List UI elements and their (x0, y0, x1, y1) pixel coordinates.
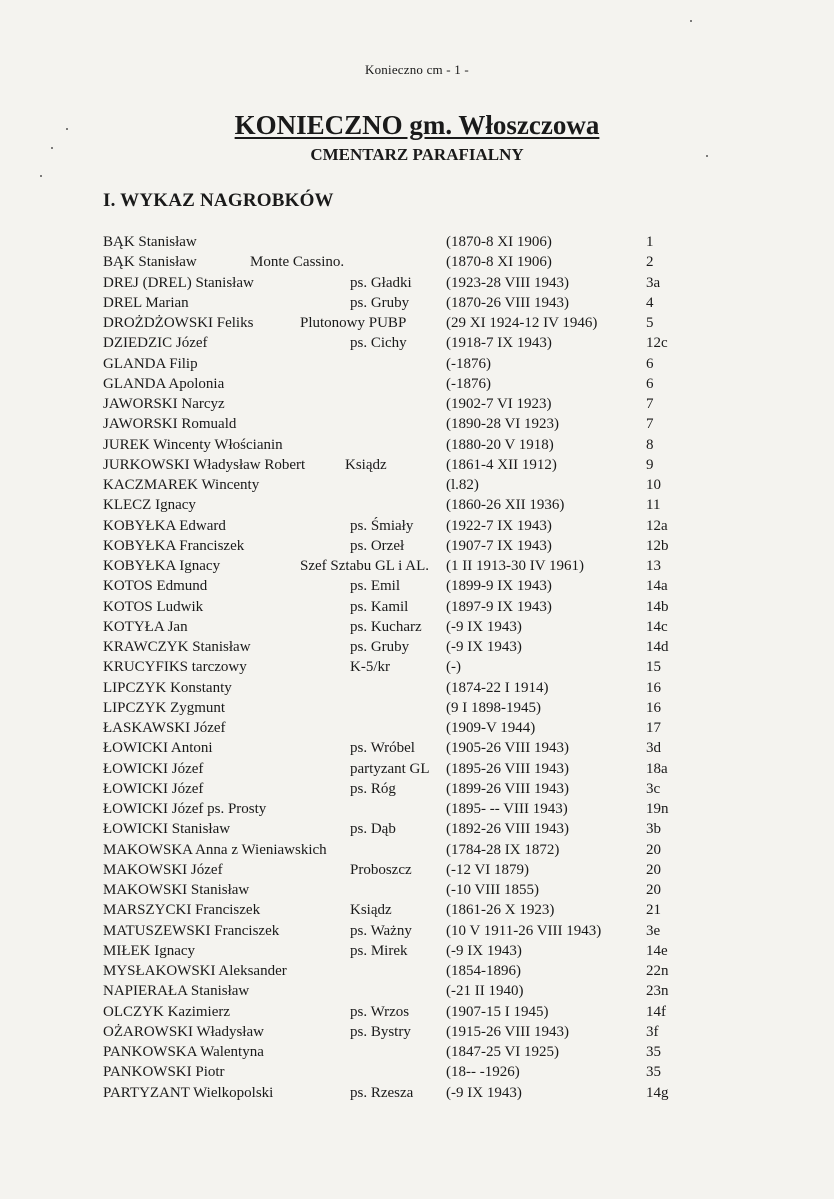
entry-name: KOBYŁKA Franciszek (103, 537, 245, 554)
list-item (0, 840, 834, 860)
list-item (0, 273, 834, 293)
list-item (0, 495, 834, 515)
entry-number: 14c (646, 618, 668, 635)
entry-number: 10 (646, 477, 661, 493)
entry-dates: (1905-26 VIII 1943) (446, 740, 570, 757)
entry-name: DZIEDZIC Józef (103, 335, 208, 352)
entry-number: 15 (646, 659, 661, 676)
entry-number: 22n (646, 963, 669, 979)
entry-note: ps. Emil (350, 578, 401, 595)
entry-note: partyzant GL (350, 760, 430, 777)
entry-number: 16 (646, 679, 661, 696)
entry-number: 21 (646, 902, 661, 919)
entry-name: OLCZYK Kazimierz (103, 1003, 231, 1020)
entry-dates: (9 I 1898-1945) (446, 699, 541, 716)
entry-name: NAPIERAŁA Stanisław (103, 983, 250, 1000)
entry-number: 19n (646, 801, 669, 817)
entry-number: 13 (646, 558, 661, 574)
entry-dates: (1907-15 I 1945) (446, 1003, 549, 1020)
entry-dates: (1 II 1913-30 IV 1961) (446, 558, 585, 574)
list-item (0, 394, 834, 414)
entry-number: 5 (646, 315, 654, 331)
entry-dates: (1870-8 XI 1906) (446, 254, 552, 271)
list-item (0, 354, 834, 374)
entry-dates: (1897-9 IX 1943) (446, 598, 552, 615)
entry-number: 14e (646, 942, 668, 959)
entry-number: 6 (646, 375, 654, 392)
entry-name: JUREK Wincenty Włościanin (103, 436, 283, 453)
entry-note: Monte Cassino. (250, 254, 345, 271)
entry-note: ps. Rzesza (350, 1084, 414, 1101)
entry-number: 11 (646, 497, 661, 514)
entry-name: LIPCZYK Konstanty (103, 679, 232, 696)
entry-number: 18a (646, 760, 668, 777)
entry-dates: (1918-7 IX 1943) (446, 335, 552, 352)
entry-name: DREJ (DREL) Stanisław (103, 274, 254, 291)
entry-name: KOTOS Edmund (103, 578, 208, 595)
list-item (0, 333, 834, 353)
list-item (0, 981, 834, 1001)
list-item (0, 880, 834, 900)
entry-number: 7 (646, 396, 654, 412)
list-item (0, 1022, 834, 1042)
entry-dates: (1890-28 VI 1923) (446, 416, 560, 433)
entry-dates: (18-- -1926) (446, 1064, 520, 1081)
entry-number: 20 (646, 841, 661, 858)
entry-dates: (-9 IX 1943) (446, 1084, 522, 1101)
entry-name: PANKOWSKI Piotr (103, 1064, 225, 1081)
list-item (0, 516, 834, 536)
page-title (0, 110, 834, 140)
entry-dates: (1915-26 VIII 1943) (446, 1023, 570, 1040)
entry-note: ps. Gruby (350, 294, 410, 311)
entry-name: JAWORSKI Narcyz (103, 396, 225, 412)
list-item (0, 860, 834, 880)
entry-number: 35 (646, 1064, 661, 1081)
entry-name: DREL Marian (103, 294, 189, 311)
list-item (0, 961, 834, 981)
entry-dates: (1870-8 XI 1906) (446, 234, 552, 250)
entry-dates: (1870-26 VIII 1943) (446, 294, 570, 311)
entry-dates: (1874-22 I 1914) (446, 679, 549, 696)
entry-note: ps. Mirek (350, 942, 408, 959)
entry-name: MAKOWSKI Józef (103, 861, 223, 878)
entry-dates: (1854-1896) (446, 963, 521, 979)
entry-number: 3c (646, 780, 661, 797)
list-item (0, 293, 834, 313)
list-item (0, 232, 834, 252)
entry-number: 7 (646, 416, 654, 433)
entry-note: Ksiądz (350, 902, 392, 919)
entry-dates: (1899-26 VIII 1943) (446, 780, 570, 797)
entry-note: Proboszcz (350, 861, 412, 878)
entry-note: ps. Kucharz (350, 618, 422, 635)
list-item (0, 718, 834, 738)
list-item (0, 1062, 834, 1082)
entry-number: 17 (646, 720, 661, 736)
entry-dates: (-) (446, 659, 461, 676)
entry-name: KOBYŁKA Edward (103, 517, 226, 534)
entry-number: 3a (646, 274, 661, 291)
list-item (0, 678, 834, 698)
entry-dates: (1902-7 VI 1923) (446, 396, 552, 412)
entry-note: ps. Wróbel (350, 740, 415, 757)
entry-number: 3e (646, 922, 661, 939)
page-subtitle: CMENTARZ PARAFIALNY (310, 145, 524, 164)
list-item (0, 698, 834, 718)
list-item (0, 414, 834, 434)
list-item (0, 374, 834, 394)
page-header: Konieczno cm - 1 - (365, 62, 469, 77)
entry-name: KACZMAREK Wincenty (103, 477, 260, 493)
entry-number: 6 (646, 355, 654, 372)
scan-speck (66, 128, 68, 130)
entry-number: 9 (646, 456, 654, 473)
entry-name: MYSŁAKOWSKI Aleksander (103, 963, 287, 979)
entry-dates: (1923-28 VIII 1943) (446, 274, 570, 291)
entry-number: 14f (646, 1003, 666, 1020)
section-heading: I. WYKAZ NAGROBKÓW (103, 190, 334, 211)
entry-name: LIPCZYK Zygmunt (103, 699, 226, 716)
entry-note: ps. Wrzos (350, 1003, 410, 1020)
entry-number: 14d (646, 639, 669, 655)
entry-number: 2 (646, 254, 654, 271)
scan-speck (51, 147, 53, 149)
list-item (0, 435, 834, 455)
entry-name: KOBYŁKA Ignacy (103, 558, 221, 574)
entry-name: MAKOWSKI Stanisław (103, 882, 250, 898)
entry-note: Szef Sztabu GL i AL. (300, 558, 430, 574)
entry-dates: (-10 VIII 1855) (446, 882, 540, 898)
entry-number: 3f (646, 1023, 659, 1040)
entry-dates: (1861-26 X 1923) (446, 902, 555, 919)
list-item (0, 1083, 834, 1103)
entry-dates: (1895-26 VIII 1943) (446, 760, 570, 777)
entry-name: KLECZ Ignacy (103, 497, 196, 514)
entry-name: ŁOWICKI Stanisław (103, 821, 231, 838)
entry-name: MIŁEK Ignacy (103, 942, 196, 959)
list-item (0, 1042, 834, 1062)
entry-number: 12b (646, 537, 669, 554)
entry-name: JAWORSKI Romuald (103, 416, 237, 433)
list-item (0, 576, 834, 596)
list-item (0, 779, 834, 799)
entry-number: 23n (646, 983, 669, 1000)
list-item (0, 900, 834, 920)
entry-name: MAKOWSKA Anna z Wieniawskich (103, 841, 327, 858)
entry-note: ps. Śmiały (350, 517, 414, 534)
entry-number: 14g (646, 1084, 669, 1101)
entry-number: 3d (646, 740, 661, 757)
list-item (0, 637, 834, 657)
entry-name: BĄK Stanisław (103, 234, 197, 250)
entry-dates: (1899-9 IX 1943) (446, 578, 552, 595)
entry-dates: (10 V 1911-26 VIII 1943) (446, 922, 602, 939)
entry-name: KRAWCZYK Stanisław (103, 639, 251, 655)
entry-note: ps. Gładki (350, 274, 412, 291)
list-item (0, 738, 834, 758)
entry-name: GLANDA Filip (103, 355, 198, 372)
entry-dates: (-1876) (446, 375, 491, 392)
entry-dates: (1892-26 VIII 1943) (446, 821, 570, 838)
entry-dates: (1847-25 VI 1925) (446, 1044, 560, 1060)
entry-dates: (-1876) (446, 355, 491, 372)
scan-speck (706, 155, 708, 157)
entry-name: ŁASKAWSKI Józef (103, 720, 226, 736)
entry-dates: (1907-7 IX 1943) (446, 537, 552, 554)
entry-dates: (1895- -- VIII 1943) (446, 801, 568, 817)
list-item (0, 536, 834, 556)
entry-name: KOTYŁA Jan (103, 618, 188, 635)
entry-number: 3b (646, 821, 661, 838)
entry-note: ps. Ważny (350, 922, 412, 939)
list-item (0, 921, 834, 941)
list-item (0, 799, 834, 819)
scan-speck (40, 175, 42, 177)
entry-name: MATUSZEWSKI Franciszek (103, 922, 280, 939)
list-item (0, 617, 834, 637)
entry-note: K-5/kr (350, 659, 390, 676)
entry-dates: (l.82) (446, 477, 479, 493)
entry-dates: (-21 II 1940) (446, 983, 524, 1000)
list-item (0, 759, 834, 779)
entry-number: 8 (646, 436, 654, 453)
entry-number: 14a (646, 578, 668, 595)
entry-dates: (1861-4 XII 1912) (446, 456, 557, 473)
entry-name: KRUCYFIKS tarczowy (103, 659, 247, 676)
entry-dates: (29 XI 1924-12 IV 1946) (446, 315, 598, 331)
entry-name: ŁOWICKI Józef (103, 760, 204, 777)
entry-name: GLANDA Apolonia (103, 375, 225, 392)
entry-number: 35 (646, 1044, 661, 1060)
entry-number: 12a (646, 517, 668, 534)
list-item (0, 597, 834, 617)
entry-note: ps. Gruby (350, 639, 410, 655)
list-item (0, 1002, 834, 1022)
entry-number: 14b (646, 598, 669, 615)
list-item (0, 313, 834, 333)
entry-name: JURKOWSKI Władysław Robert (103, 456, 306, 473)
entry-dates: (-9 IX 1943) (446, 618, 522, 635)
entry-name: ŁOWICKI Józef ps. Prosty (103, 801, 267, 817)
entry-name: ŁOWICKI Józef (103, 780, 204, 797)
entry-note: ps. Dąb (350, 821, 396, 838)
entry-dates: (1909-V 1944) (446, 720, 536, 736)
entry-note: ps. Orzeł (350, 537, 405, 554)
entry-note: ps. Róg (350, 780, 396, 797)
list-item (0, 556, 834, 576)
entry-dates: (1784-28 IX 1872) (446, 841, 560, 858)
list-item (0, 657, 834, 677)
entry-name: DROŻDŻOWSKI Feliks (103, 315, 254, 331)
entry-number: 20 (646, 882, 661, 898)
entry-number: 1 (646, 234, 654, 250)
list-item (0, 252, 834, 272)
scan-speck (690, 20, 692, 22)
entry-dates: (-9 IX 1943) (446, 942, 522, 959)
entry-note: Ksiądz (345, 456, 387, 473)
entry-name: BĄK Stanisław (103, 254, 197, 271)
entry-name: OŻAROWSKI Władysław (103, 1023, 264, 1040)
entry-note: Plutonowy PUBP (300, 315, 407, 331)
entry-dates: (1860-26 XII 1936) (446, 497, 565, 514)
title-text: KONIECZNO gm. Włoszczowa (234, 110, 600, 140)
entry-dates: (-12 VI 1879) (446, 861, 530, 878)
entry-dates: (-9 IX 1943) (446, 639, 522, 655)
entry-number: 16 (646, 699, 661, 716)
entry-name: PANKOWSKA Walentyna (103, 1044, 264, 1060)
entry-note: ps. Kamil (350, 598, 409, 615)
entry-dates: (1880-20 V 1918) (446, 436, 554, 453)
entry-note: ps. Cichy (350, 335, 407, 352)
entry-number: 20 (646, 861, 661, 878)
entry-dates: (1922-7 IX 1943) (446, 517, 552, 534)
list-item (0, 819, 834, 839)
entry-number: 12c (646, 335, 668, 352)
entry-number: 4 (646, 294, 654, 311)
entry-name: ŁOWICKI Antoni (103, 740, 213, 757)
list-item (0, 455, 834, 475)
entry-name: KOTOS Ludwik (103, 598, 204, 615)
entry-name: PARTYZANT Wielkopolski (103, 1084, 274, 1101)
entry-name: MARSZYCKI Franciszek (103, 902, 261, 919)
list-item (0, 941, 834, 961)
entry-note: ps. Bystry (350, 1023, 411, 1040)
list-item (0, 475, 834, 495)
